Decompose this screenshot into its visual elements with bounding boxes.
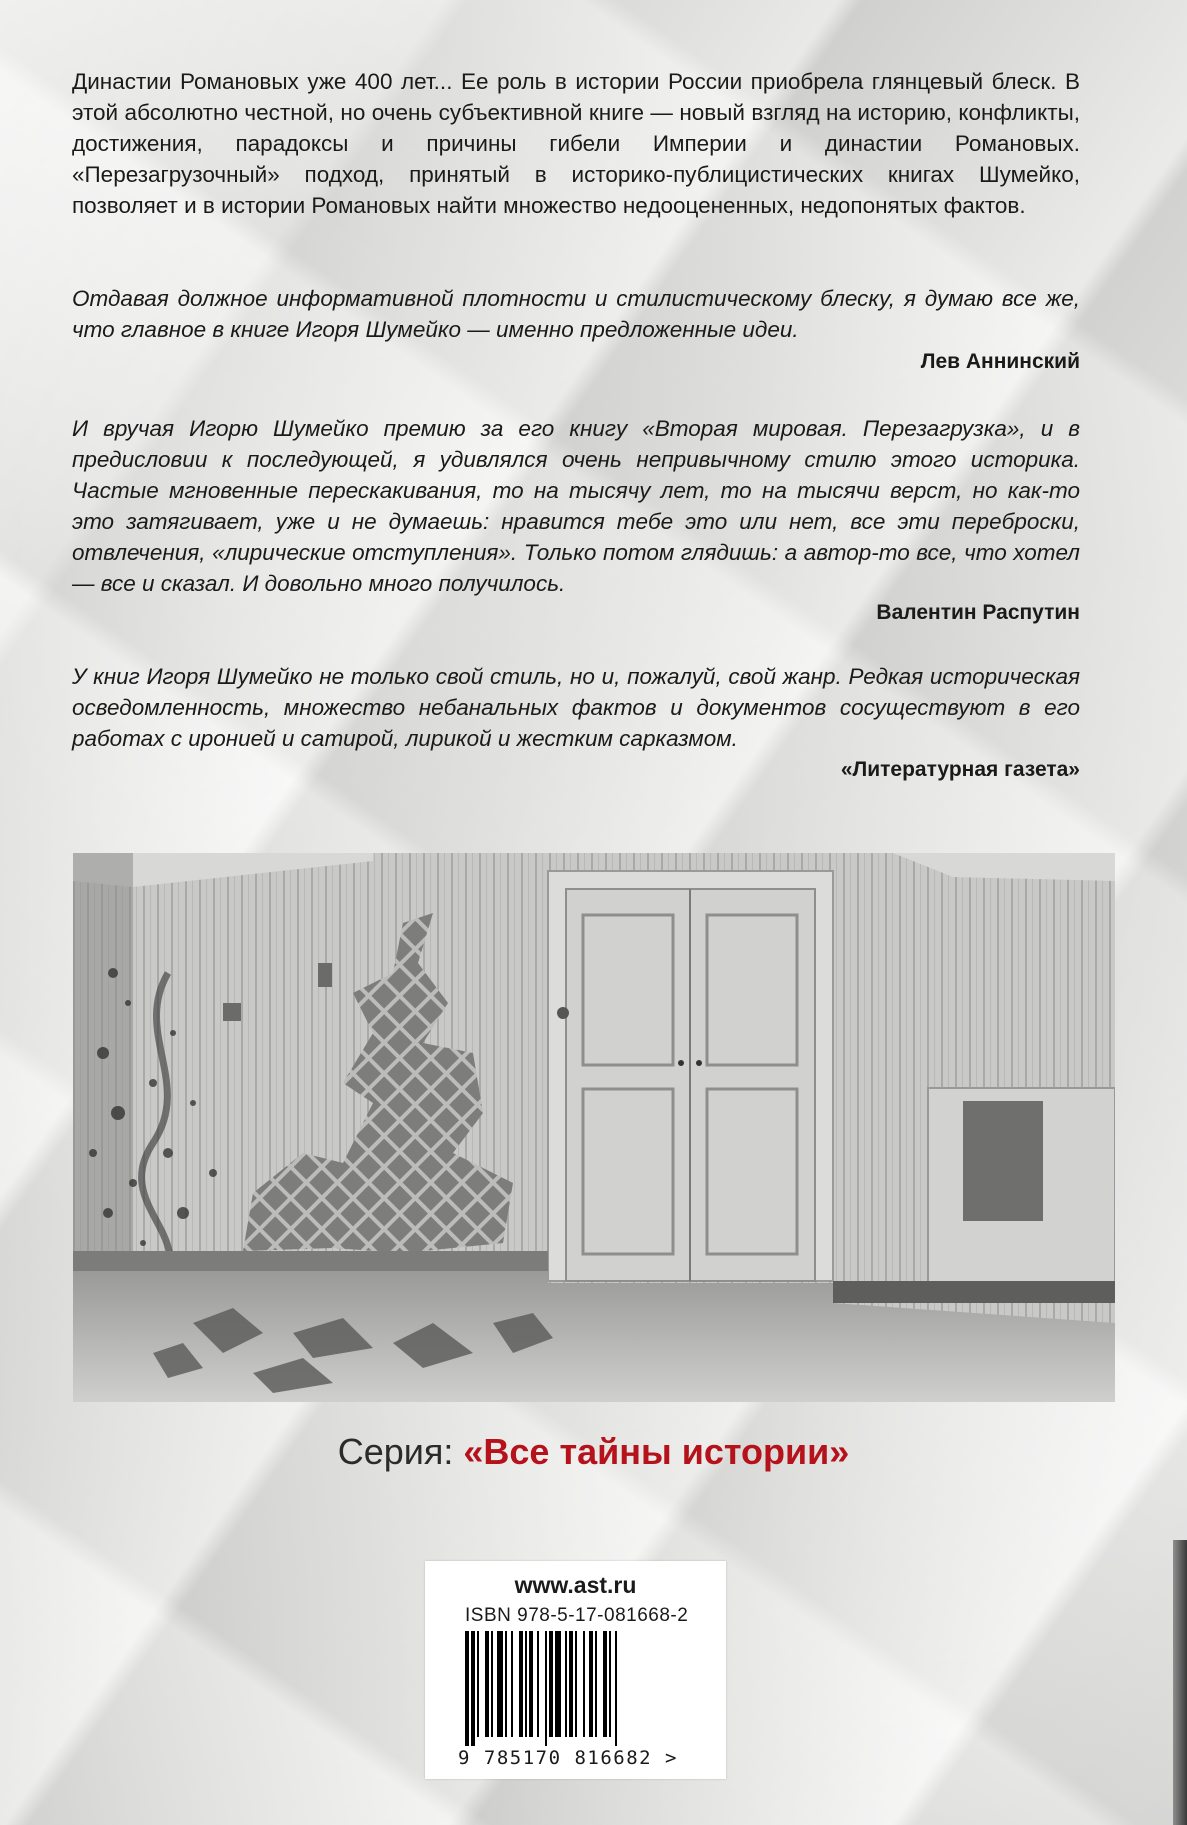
isbn-text: ISBN 978-5-17-081668-2 <box>465 1605 689 1626</box>
review-quote-3: У книг Игоря Шумейко не только свой стиль, но и, пожалуй, свой жанр. Редкая историческая осведомленность, множество небанальных фактов и документов сосуществуют в его работах с иронией и сатирой, лирикой и жестким сарказмом. <box>72 664 1080 751</box>
review-author-1: Лев Аннинский <box>920 350 1080 373</box>
barcode-panel <box>425 1561 726 1779</box>
ean-digits: 9 785170 816682 > <box>458 1747 678 1769</box>
barcode-bars <box>465 1631 687 1746</box>
publisher-website: www.ast.ru <box>514 1572 637 1598</box>
review-quote-2: И вручая Игорю Шумейко премию за его книгу «Вторая мировая. Перезагрузка», и в предисловии к последующей, я удивлялся очень непривычному стилю этого историка. Частые мгновенные перескакивания, то на тысячу лет, то на тысячи верст, но как-то это затягивает, уже и не думаешь: нравится тебе это или нет, все эти переброски, отвлечения, «лирические отступления». Только потом глядишь: а автор-то все, что хотел — все и сказал. И довольно много получилось. <box>72 416 1080 596</box>
series-name: «Все тайны истории» <box>463 1431 850 1472</box>
review-quote-1: Отдавая должное информативной плотности и стилистическому блеску, я думаю все же, что главное в книге Игоря Шумейко — именно предложенные идеи. <box>72 286 1080 342</box>
series-label: Серия: <box>337 1431 454 1472</box>
series-line <box>0 1430 1187 1474</box>
page-edge-strip <box>1173 1540 1187 1825</box>
intro-paragraph: Династии Романовых уже 400 лет... Ее роль в истории России приобрела глянцевый блеск. В этой абсолютно честной, но очень субъективной книге — новый взгляд на историю, конфликты, достижения, парадоксы и причины гибели Империи и династии Романовых. «Перезагрузочный» подход, принятый в историко-публицистических книгах Шумейко, позволяет и в истории Романовых найти множество недооцененных, недопонятых фактов. <box>72 69 1080 218</box>
review-author-3: «Литературная газета» <box>840 758 1080 781</box>
review-author-2: Валентин Распутин <box>876 601 1080 624</box>
room-photo <box>73 853 1115 1402</box>
